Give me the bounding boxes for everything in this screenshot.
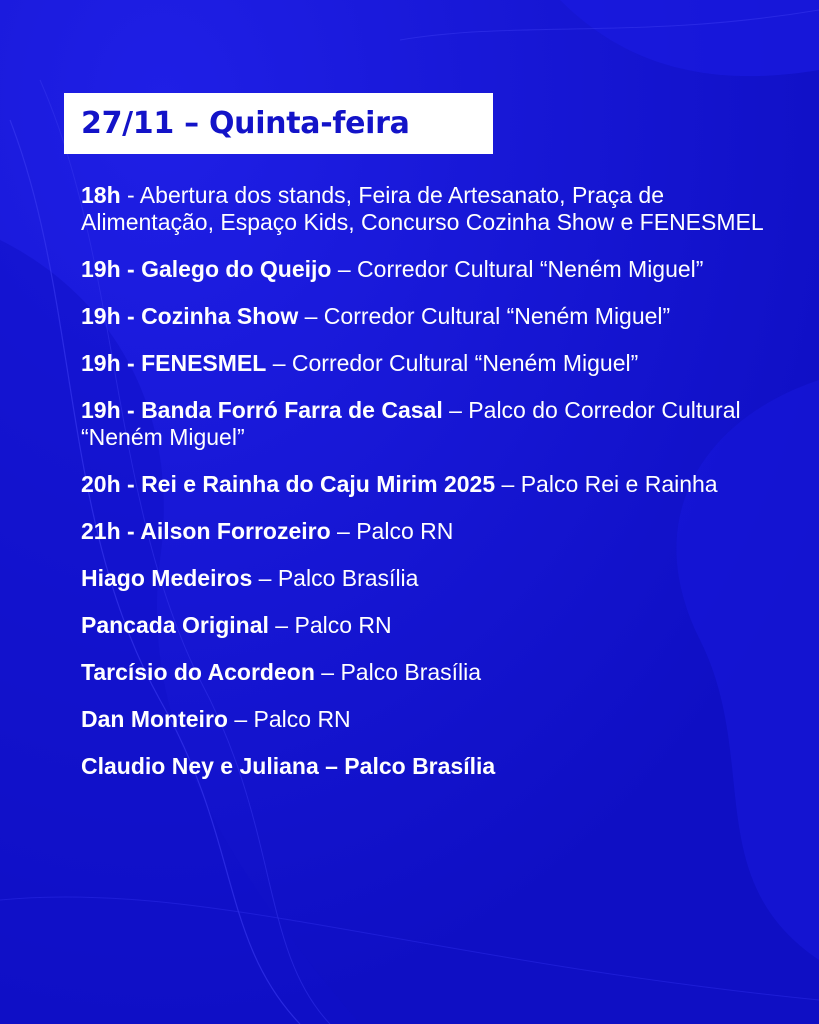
schedule-item-detail: – Corredor Cultural “Neném Miguel”: [298, 303, 671, 329]
schedule-item-highlight: 20h - Rei e Rainha do Caju Mirim 2025: [81, 471, 496, 497]
schedule-item-detail: - Abertura dos stands, Feira de Artesanato, Praça de Alimentação, Espaço Kids, Concurso Cozinha Show e FENESMEL: [81, 182, 764, 235]
schedule-item-detail: – Palco RN: [227, 706, 351, 732]
date-title-box: [64, 93, 493, 154]
schedule-item: [81, 471, 771, 498]
schedule-item-detail: – Palco Brasília: [314, 659, 482, 685]
schedule-item-detail: – Corredor Cultural “Neném Miguel”: [331, 256, 704, 282]
schedule-item: [81, 706, 771, 733]
schedule-item: [81, 350, 771, 377]
schedule-item-detail: – Palco Brasília: [252, 565, 419, 591]
schedule-item-highlight: 19h - Cozinha Show: [81, 303, 299, 329]
schedule-item: [81, 612, 771, 639]
schedule-item: [81, 303, 771, 330]
schedule-item-detail: – Corredor Cultural “Neném Miguel”: [266, 350, 639, 376]
schedule-item-highlight: 21h - Ailson Forrozeiro: [81, 518, 331, 544]
schedule-item-highlight: Dan Monteiro: [81, 706, 228, 732]
schedule-item: [81, 753, 771, 780]
schedule-item-highlight: 18h: [81, 182, 121, 208]
schedule-item: [81, 659, 771, 686]
schedule-item-detail: – Palco RN: [268, 612, 392, 638]
schedule-item: [81, 518, 771, 545]
schedule-item-highlight: 19h - FENESMEL: [81, 350, 267, 376]
schedule-list: [81, 182, 771, 800]
schedule-item-detail: – Palco Rei e Rainha: [495, 471, 718, 497]
schedule-item: [81, 256, 771, 283]
schedule-item-detail: – Palco do Corredor Cultural “Neném Miguel”: [81, 397, 741, 450]
schedule-item: [81, 565, 771, 592]
schedule-item-highlight: 19h - Galego do Queijo: [81, 256, 332, 282]
schedule-item-highlight: Tarcísio do Acordeon: [81, 659, 315, 685]
page-title: 27/11 – Quinta-feira: [81, 106, 410, 141]
schedule-item: [81, 182, 771, 236]
schedule-item-highlight: Hiago Medeiros: [81, 565, 253, 591]
schedule-item: [81, 397, 771, 451]
schedule-item-highlight: Claudio Ney e Juliana – Palco Brasília: [81, 753, 496, 779]
schedule-item-detail: – Palco RN: [330, 518, 454, 544]
schedule-item-highlight: 19h - Banda Forró Farra de Casal: [81, 397, 443, 423]
schedule-item-highlight: Pancada Original: [81, 612, 269, 638]
